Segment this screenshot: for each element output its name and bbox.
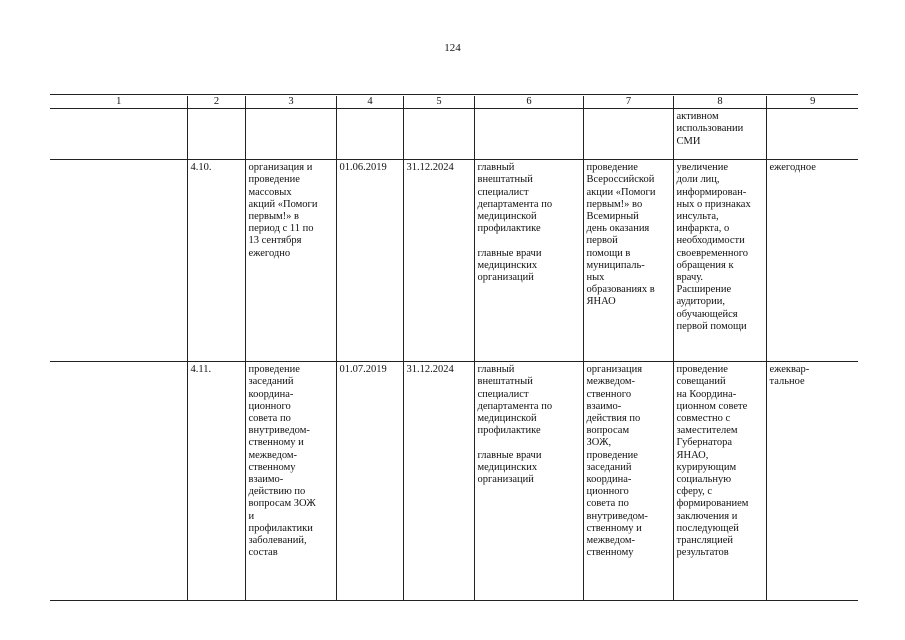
- row-number: 4.11.: [187, 362, 245, 601]
- header-col-6: 6: [474, 96, 583, 109]
- header-col-1: 1: [50, 96, 187, 109]
- row-action: организация и проведение массовых акций «Помоги первым!» в период с 11 по 13 сентября ежегодно: [245, 160, 336, 362]
- row-form: организация межведом- ственного взаимо- действия по вопросам ЗОЖ, проведение заседаний координа- ционного совета по внутриведом- ственному и межведом- ственному: [583, 362, 673, 601]
- header-col-2: 2: [187, 96, 245, 109]
- row-period: ежегодное: [766, 160, 858, 362]
- header-col-9: 9: [766, 96, 858, 109]
- continuation-result: активном использовании СМИ: [673, 109, 766, 160]
- header-col-7: 7: [583, 96, 673, 109]
- header-col-5: 5: [403, 96, 474, 109]
- header-col-3: 3: [245, 96, 336, 109]
- row-result: проведение совещаний на Координа- ционном совете совместно с заместителем Губернатора ЯНАО, курирующим социальную сферу, с формированием заключения и последующей трансляцией результатов: [673, 362, 766, 601]
- table-row: [50, 160, 858, 362]
- row-end-date: 31.12.2024: [403, 362, 474, 601]
- row-start-date: 01.07.2019: [336, 362, 403, 601]
- row-responsible: главный внештатный специалист департамента по медицинской профилактике главные врачи медицинских организаций: [474, 362, 583, 601]
- continuation-row: [50, 109, 858, 160]
- header-row: [50, 96, 858, 109]
- row-end-date: 31.12.2024: [403, 160, 474, 362]
- header-col-4: 4: [336, 96, 403, 109]
- row-number: 4.10.: [187, 160, 245, 362]
- row-result: увеличение доли лиц, информирован- ных о признаках инсульта, инфаркта, о необходимости своевременного обращения к врачу. Расширение аудитории, обучающейся первой помощи: [673, 160, 766, 362]
- row-period: ежеквар- тальное: [766, 362, 858, 601]
- measures-table: [50, 96, 858, 601]
- page-number: 124: [444, 42, 461, 54]
- header-col-8: 8: [673, 96, 766, 109]
- row-action: проведение заседаний координа- ционного совета по внутриведом- ственному и межведом- ственному взаимо- действию по вопросам ЗОЖ и профилактики заболеваний, состав: [245, 362, 336, 601]
- table-top-rule: [50, 94, 858, 95]
- row-form: проведение Всероссийской акции «Помоги первым!» во Всемирный день оказания первой помощи в муниципаль- ных образованиях в ЯНАО: [583, 160, 673, 362]
- table-row: [50, 362, 858, 601]
- row-start-date: 01.06.2019: [336, 160, 403, 362]
- row-responsible: главный внештатный специалист департамента по медицинской профилактике главные врачи медицинских организаций: [474, 160, 583, 362]
